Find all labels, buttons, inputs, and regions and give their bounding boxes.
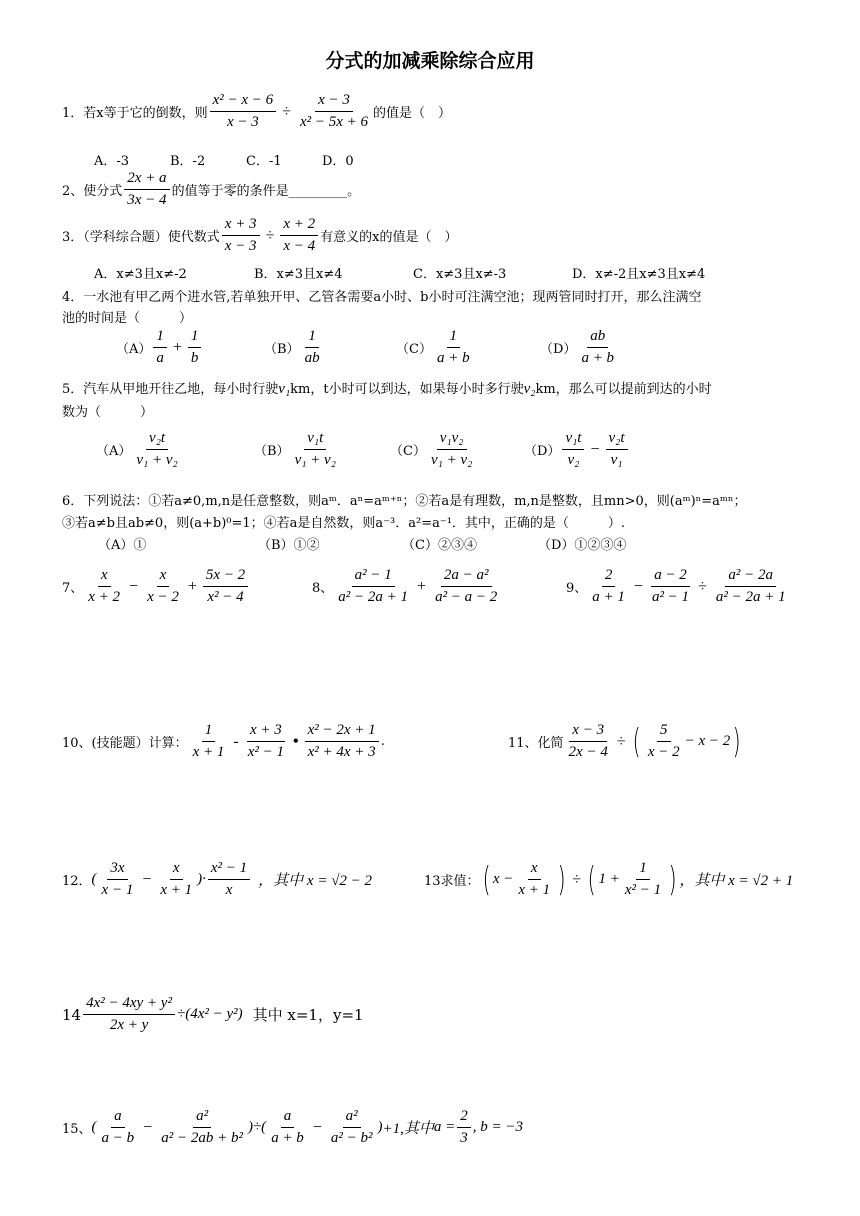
q3-option-d: D．x≠-2且x≠3且x≠4 xyxy=(572,267,706,282)
q6-line-1: 6．下列说法：①若a≠0,m,n是任意整数，则aᵐ．aⁿ=aᵐ⁺ⁿ；②若a是有理数，m,n是整数，且mn>0，则(aᵐ)ⁿ=aᵐⁿ； xyxy=(62,494,747,509)
q5-option-b: （B） $\frac{\text{v₁t}}{\text{v₁ + v₂}}$ xyxy=(254,430,336,469)
q1-option-d: D．0 xyxy=(322,154,354,169)
q4-option-b: （B） $\frac{1}{ab}$ xyxy=(264,328,320,367)
q4-option-d: （D） $\frac{ab}{a + b}$ xyxy=(540,328,615,367)
q1-fraction-2: $\frac{x - 3}{\text{x² − 5x + 6}}$ xyxy=(299,92,369,131)
q4-option-c: （C） $\frac{1}{a + b}$ xyxy=(396,328,470,367)
question-7: 7、 $\frac{x}{x + 2}$ − $\frac{x}{x - 2}$ + $\frac{5x - 2}{\text{x² − 4}}$ xyxy=(62,567,250,607)
q1-option-a: A．-3 xyxy=(94,154,130,169)
q1-fraction-1: $\frac{\text{x² − x − 6}}{x - 3}$ xyxy=(210,92,277,132)
q3-option-c: C．x≠3且x≠-3 xyxy=(413,267,507,282)
q1-option-b: B．-2 xyxy=(170,154,206,169)
q4-line-2: 池的时间是（ ） xyxy=(62,311,193,326)
q3-option-b: B．x≠3且x≠4 xyxy=(254,267,343,282)
q3-option-a: A．x≠3且x≠-2 xyxy=(94,267,187,282)
q3-fraction-2: $\frac{x + 2}{x - 4}$ xyxy=(280,216,318,256)
q6-line-2: ③若a≠b且ab≠0，则(a+b)⁰=1；④若a是自然数，则a⁻³．a²=a⁻¹．其中，正确的是（ ）. xyxy=(62,516,626,531)
question-9: 9、 $\frac{2}{a + 1}$ − $\frac{a - 2}{\text{a² − 1}}$ ÷ $\frac{\text{a² − 2a}}{\text{a² − 2a + 1}}$ xyxy=(566,567,786,606)
q6-option-d: （D）①②③④ xyxy=(538,538,627,553)
q3-fraction-1: $\frac{x + 3}{x - 3}$ xyxy=(222,216,260,256)
question-8: 8、 $\frac{\text{a² − 1}}{\text{a² − 2a + 1}}$ + $\frac{\text{2a − a²}}{\text{a² − a − 2}}$ xyxy=(312,567,498,606)
q5-option-d: （D） $\frac{\text{v₁t}}{\text{v₂}}$ − $\frac{\text{v₂t}}{\text{v₁}}$ xyxy=(524,430,630,470)
q6-option-c: （C）②③④ xyxy=(402,538,477,553)
q6-option-b: （B）①② xyxy=(258,538,320,553)
question-3: 3．（学科综合题）使代数式 $\frac{x + 3}{x - 3}$ ÷ $\frac{x + 2}{x - 4}$ 有意义的x的值是（ ） xyxy=(62,216,458,255)
question-12: 12． ( $\frac{3x}{x - 1}$ − $\frac{x}{x + 1}$ )· $\frac{\text{x² − 1}}{x}$ ，其中 x = √2 − 2 xyxy=(62,860,373,899)
q5-option-a: （A） $\frac{\text{v₂t}}{\text{v₁ + v₂}}$ xyxy=(96,430,178,469)
question-1: 1．若x等于它的倒数，则 $\frac{\text{x² − x − 6}}{x - 3}$ ÷ $\frac{x - 3}{\text{x² − 5x + 6}}$ 的值是（ ） xyxy=(62,92,452,131)
q2-fraction: $\frac{2x + a}{3x - 4}$ xyxy=(124,170,169,210)
question-10: 10、(技能题）计算： $\frac{1}{x + 1}$ - $\frac{x + 3}{\text{x² − 1}}$ • $\frac{\text{x² − 2x + 1}}{\text{x² + 4x + 3}}$ . xyxy=(62,722,385,761)
q1-option-c: C．-1 xyxy=(246,154,282,169)
question-13: 13求值： ( x − $\frac{x}{x + 1}$ ) ÷ ( 1 + $\frac{1}{\text{x² − 1}}$ ) ，其中 x = √2 + 1 xyxy=(424,859,794,900)
question-11: 11、化简 $\frac{x - 3}{2x - 4}$ ÷ ( $\frac{5}{x - 2}$ − x − 2 ) xyxy=(508,721,741,762)
question-15: 15、 ( $\frac{a}{a - b}$ − $\frac{\text{a²}}{\text{a² − 2ab + b²}}$ )÷( $\frac{a}{a + b}$ − $\frac{\text{a²}}{\text{a² − b²}}$ ) +1,其中 a = $\frac{2}{3}$ , b = −3 xyxy=(62,1108,523,1147)
page-title: 分式的加减乘除综合应用 xyxy=(325,50,535,72)
q5-line-2: 数为（ ） xyxy=(62,405,154,420)
q4-line-1: 4．一水池有甲乙两个进水管,若单独开甲、乙管各需要a小时、b小时可注满空池；现两管同时打开，那么注满空 xyxy=(62,290,702,305)
q6-option-a: （A）① xyxy=(98,538,147,553)
q5-option-c: （C） $\frac{\text{v₁v₂}}{\text{v₁ + v₂}}$ xyxy=(390,430,473,469)
question-14: 14 $\frac{\text{4x² − 4xy + y²}}{2x + y}$ ÷(4x² − y²) 其中 x=1，y=1 xyxy=(62,995,364,1034)
question-2: 2、使分式 $\frac{2x + a}{3x - 4}$ 的值等于零的条件是_________。 xyxy=(62,170,361,209)
q5-line-1: 5．汽车从甲地开往乙地，每小时行驶v₁km，t小时可以到达，如果每小时多行驶v₂km，那么可以提前到达的小时 xyxy=(62,381,712,397)
q4-option-a: （A） $\frac{1}{a}$ + $\frac{1}{b}$ xyxy=(116,328,203,368)
